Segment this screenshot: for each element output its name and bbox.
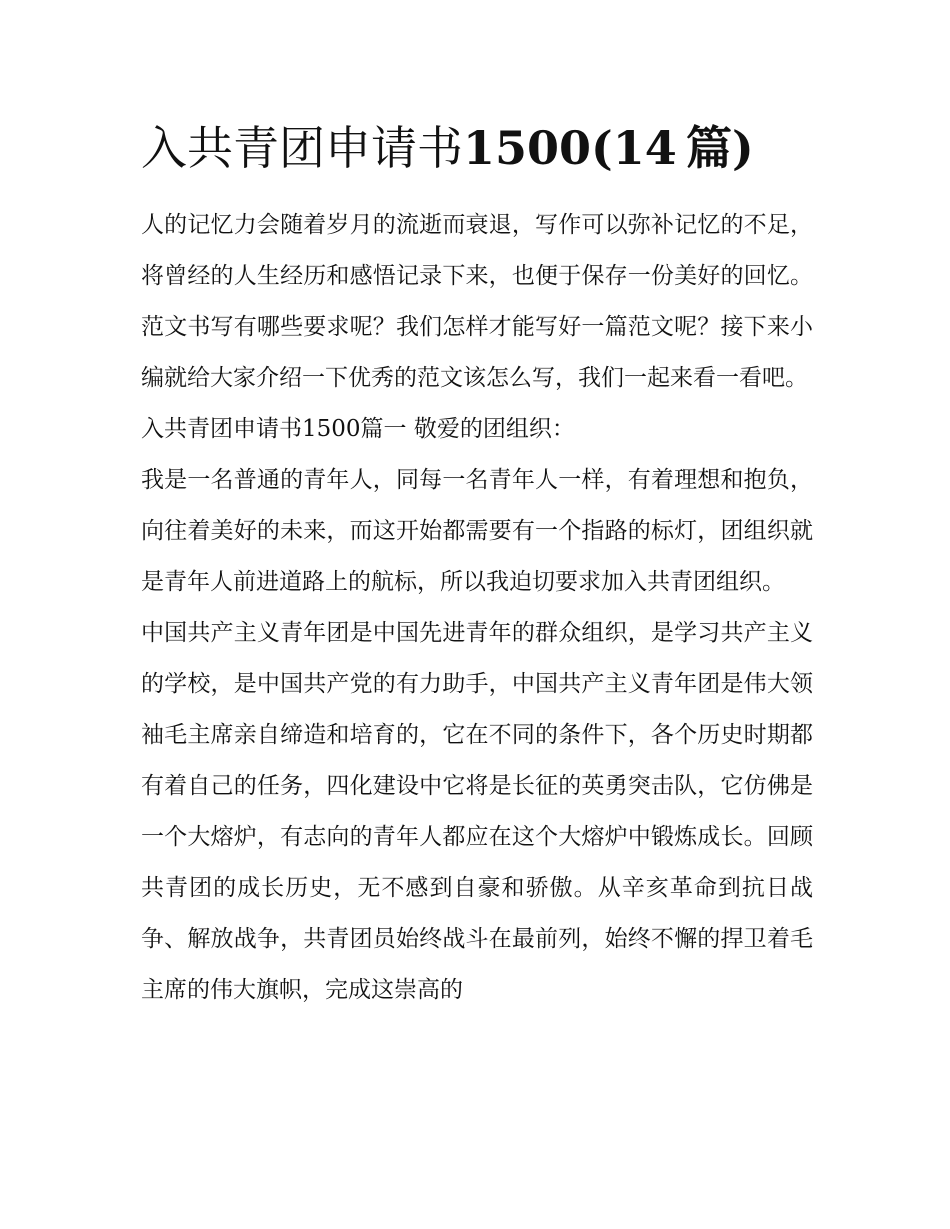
document-page	[141, 118, 813, 1016]
title-end: 篇)	[686, 121, 754, 175]
title-prefix: 入共青团申请书	[141, 121, 463, 175]
body-paragraph-1: 我是一名普通的青年人，同每一名青年人一样，有着理想和抱负，向往着美好的未来，而这开始都需要有一个指路的标灯，团组织就是青年人前进道路上的航标，所以我迫切要求加入共青团组织。	[141, 467, 813, 595]
section-heading: 入共青团申请书1500篇一 敬爱的团组织：	[141, 416, 575, 442]
intro-paragraph: 人的记忆力会随着岁月的流逝而衰退，写作可以弥补记忆的不足，将曾经的人生经历和感悟记录下来，也便于保存一份美好的回忆。范文书写有哪些要求呢？我们怎样才能写好一篇范文呢？接下来小编就给大家介绍一下优秀的范文该怎么写，我们一起来看一看吧。	[141, 212, 813, 391]
title-number: 1500(14	[463, 121, 677, 175]
body-paragraph-2: 中国共产主义青年团是中国先进青年的群众组织，是学习共产主义的学校，是中国共产党的有力助手，中国共产主义青年团是伟大领袖毛主席亲自缔造和培育的，它在不同的条件下，各个历史时期都有着自己的任务，四化建设中它将是长征的英勇突击队，它仿佛是一个大熔炉，有志向的青年人都应在这个大熔炉中锻炼成长。回顾共青团的成长历史，无不感到自豪和骄傲。从辛亥革命到抗日战争、解放战争，共青团员始终战斗在最前列，始终不懈的捍卫着毛主席的伟大旗帜，完成这崇高的	[141, 620, 813, 1003]
document-title	[141, 118, 813, 178]
